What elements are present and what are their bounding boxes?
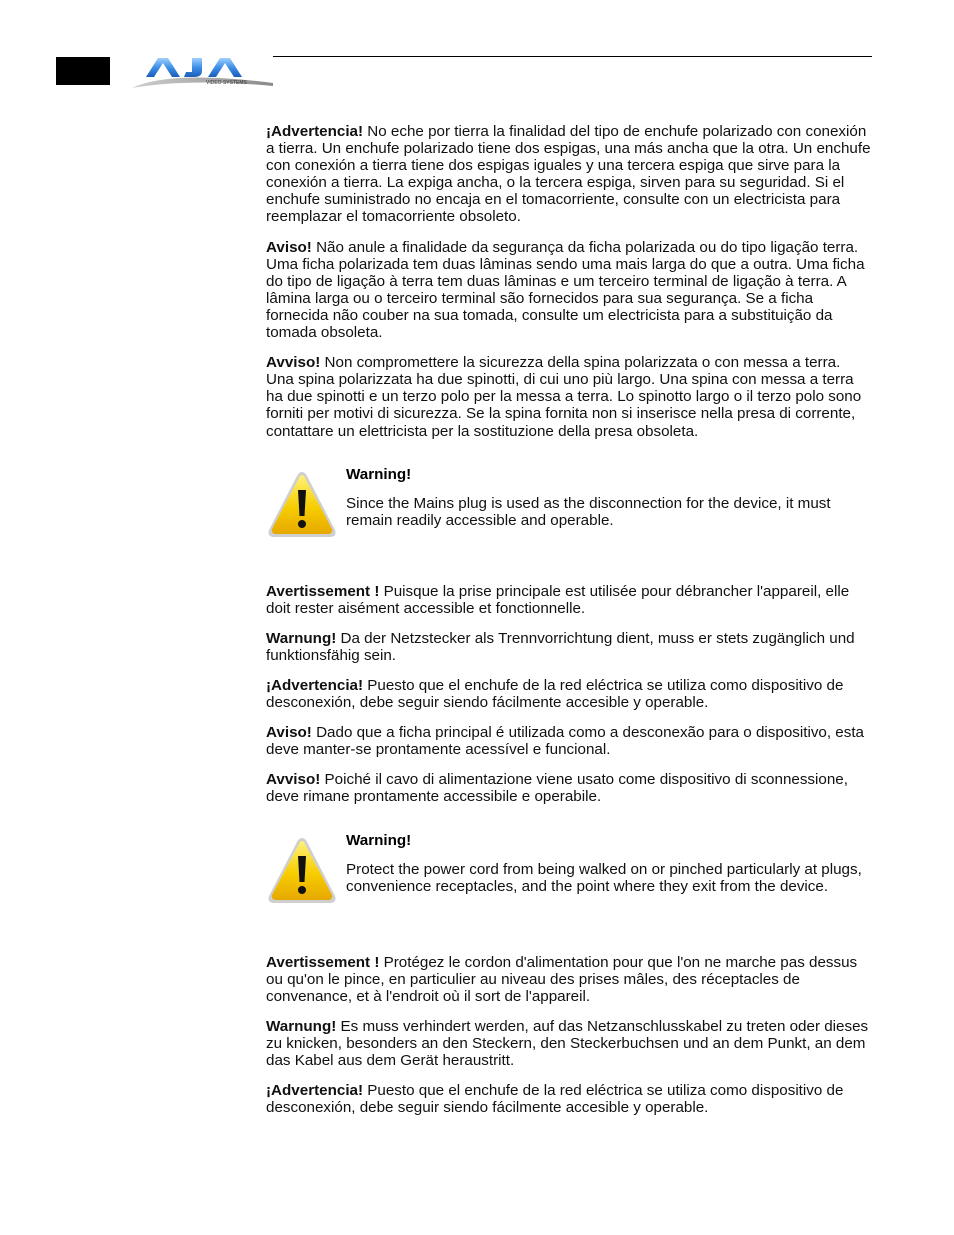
paragraph-fr: Avertissement ! Puisque la prise principale est utilisée pour débrancher l'appareil, elle doit rester aisément accessible et fonctionnelle.: [266, 582, 850, 617]
paragraph-it: Avviso! Non compromettere la sicurezza della spina polarizzata o con messa a terra. Una spina polarizzata ha due spinotti, di cui uno più largo. Una spina con messa a terra ha due spinotti e un terzo polo per la messa a terra. Lo spinotto largo o il terzo polo sono forniti per motivi di sicurezza. Se la spina fornita non si inserisce nella presa di corrente, contattare un elettricista per la sostituzione della presa obsoleta.: [266, 354, 862, 440]
header-rule: [273, 56, 872, 57]
paragraph-es: ¡Advertencia! Puesto que el enchufe de la red eléctrica se utiliza como dispositivo de desconexión, debe seguir siendo fácilmente accesible y operable.: [266, 676, 844, 712]
paragraph-de: Warnung! Es muss verhindert werden, auf das Netzanschlusskabel zu treten oder dieses zu knicken, besonders an den Steckern, den Steckerbuchsen und an dem Punkt, an dem das Kabel aus dem Gerät heraustritt.: [266, 1017, 869, 1069]
warning-title: Warning!: [346, 831, 412, 849]
paragraph-de: Warnung! Da der Netzstecker als Trennvorrichtung dient, muss er stets zugänglich und funktionsfähig sein.: [266, 629, 855, 664]
aja-logo: [130, 52, 275, 90]
warning-triangle-icon: [267, 836, 337, 906]
logo-subtext: VIDEO SYSTEMS: [206, 80, 247, 86]
section-plug-polarized: [266, 123, 872, 440]
warning-triangle-icon: [267, 470, 337, 540]
paragraph-it: Avviso! Poiché il cavo di alimentazione viene usato come dispositivo di sconnessione, deve rimane prontamente accessibile e operabile.: [266, 771, 848, 806]
warning-title: Warning!: [346, 465, 412, 483]
document-body: [266, 123, 872, 1129]
section-power-cord-translations: [266, 954, 872, 1117]
warning-body: Protect the power cord from being walked on or pinched particularly at plugs, convenience receptacles, and the point where they exit from the device.: [346, 860, 862, 895]
paragraph-pt: Aviso! Não anule a finalidade da segurança da ficha polarizada ou do tipo ligação terra. Uma ficha polarizada tem duas lâminas sendo uma mais larga do que a outra. Uma ficha do tipo de ligação à terra tem duas lâminas e um terceiro terminal de ligação à terra. A lâmina larga ou o terceiro terminal são fornecidos para sua segurança. Se a ficha fornecida não couber na sua tomada, consulte um electricista para a substituição da tomada obsoleta.: [266, 238, 865, 342]
paragraph-pt: Aviso! Dado que a ficha principal é utilizada como a desconexão para o dispositivo, esta deve manter-se prontamente acessível e funcional.: [266, 724, 865, 759]
paragraph-fr: Avertissement ! Protégez le cordon d'alimentation pour que l'on ne marche pas dessus ou qu'on le pince, en particulier au niveau des prises mâles, des réceptacles de convenance, et à l'endroit où il sort de l'appareil.: [266, 953, 858, 1005]
warning-block-power-cord: [266, 832, 872, 954]
section-mains-plug-translations: [266, 583, 872, 806]
warning-body: Since the Mains plug is used as the disconnection for the device, it must remain readily accessible and operable.: [346, 494, 831, 529]
page-number-tab: [56, 57, 110, 85]
paragraph-es: ¡Advertencia! No eche por tierra la finalidad del tipo de enchufe polarizado con conexión a tierra. Un enchufe polarizado tiene dos espigas, una más ancha que la otra. Un enchufe con conexión a tierra tiene dos espigas iguales y una tercera espiga que sirve para la conexión a tierra. La expiga ancha, o la tercera espiga, sirven para su seguridad. Si el enchufe suministrado no encaja en el tomacorriente, consulte con un electricista para reemplazar el tomacorriente obsoleto.: [266, 123, 871, 226]
warning-block-mains-plug: [266, 466, 872, 583]
paragraph-es: ¡Advertencia! Puesto que el enchufe de la red eléctrica se utiliza como dispositivo de desconexión, debe seguir siendo fácilmente accesible y operable.: [266, 1082, 844, 1117]
